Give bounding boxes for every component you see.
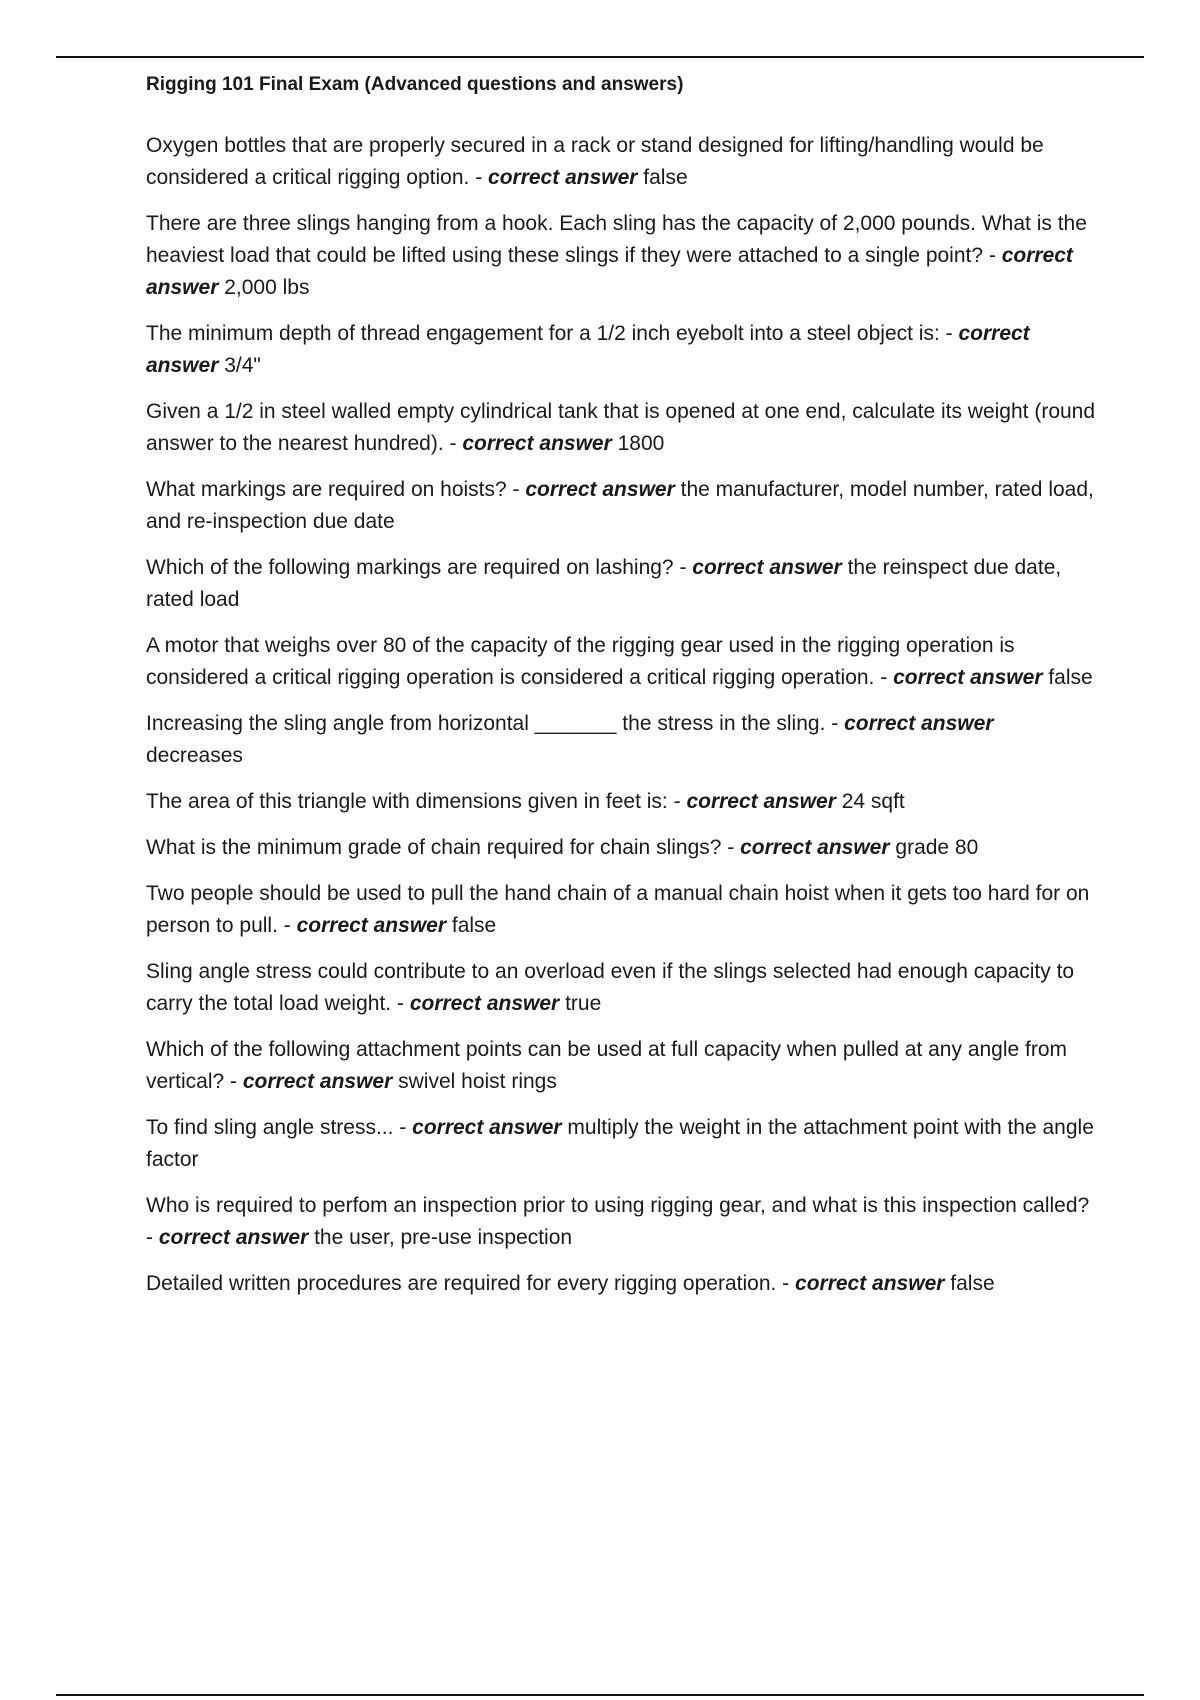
answer-separator: - [443,432,463,455]
answer-separator: - [721,836,741,859]
question-text: Given a 1/2 in steel walled empty cylindrical tank that is opened at one end, calculate its weight (round answer to the nearest hundred). [146,400,1096,455]
correct-answer-label: correct answer [692,556,842,579]
question-text: What is the minimum grade of chain required for chain slings? [146,836,722,859]
correct-answer-label: correct answer [146,244,1073,299]
top-divider [56,56,1144,58]
qa-item [146,956,1096,1020]
answer-text: the manufacturer, model number, rated load, and re-inspection due date [146,478,1094,533]
answer-text: the user, pre-use inspection [314,1226,573,1249]
qa-item [146,208,1096,304]
answer-text: false [1048,666,1093,689]
question-text: Sling angle stress could contribute to an overload even if the slings selected had enough capacity to carry the total load weight. [146,960,1075,1015]
question-text: There are three slings hanging from a hook. Each sling has the capacity of 2,000 pounds. What is the heaviest load that could be lifted using these slings if they were attached to a single point? [146,212,1087,267]
correct-answer-label: correct answer [412,1116,562,1139]
question-text: The area of this triangle with dimensions given in feet is: [146,790,668,813]
question-text: Oxygen bottles that are properly secured in a rack or stand designed for lifting/handling would be considered a critical rigging option. [146,134,1044,189]
question-text: Which of the following attachment points can be used at full capacity when pulled at any angle from vertical? [146,1038,1068,1093]
qa-item [146,786,1096,818]
qa-list [146,130,1096,1300]
answer-separator: - [667,790,687,813]
answer-text: false [643,166,688,189]
question-text: Two people should be used to pull the hand chain of a manual chain hoist when it gets too hard for on person to pull. [146,882,1090,937]
correct-answer-label: correct answer [488,166,638,189]
correct-answer-label: correct answer [893,666,1043,689]
correct-answer-label: correct answer [158,1226,309,1249]
qa-item [146,130,1096,194]
answer-text: 24 sqft [841,790,905,813]
answer-separator: - [874,666,894,689]
correct-answer-label: correct answer [146,322,1030,377]
qa-item [146,1190,1096,1254]
correct-answer-label: correct answer [686,790,836,813]
correct-answer-label: correct answer [296,914,447,937]
correct-answer-label: correct answer [462,432,612,455]
answer-separator: - [391,992,410,1015]
question-text: Increasing the sling angle from horizontal _______ the stress in the sling. [146,712,826,735]
qa-item [146,474,1096,538]
answer-separator: - [146,1226,159,1249]
correct-answer-label: correct answer [844,712,994,735]
document-title: Rigging 101 Final Exam (Advanced questions and answers) [146,74,684,95]
answer-text: 2,000 lbs [224,276,310,299]
answer-text: false [950,1272,995,1295]
qa-item [146,552,1096,616]
qa-item [146,832,1096,864]
answer-separator: - [939,322,959,345]
answer-text: decreases [146,744,243,767]
answer-text: 1800 [617,432,665,455]
answer-separator: - [469,166,489,189]
qa-item [146,708,1096,772]
question-text: What markings are required on hoists? [146,478,507,501]
answer-text: swivel hoist rings [398,1070,557,1093]
answer-separator: - [224,1070,243,1093]
answer-separator: - [277,914,297,937]
question-text: A motor that weighs over 80 of the capacity of the rigging gear used in the rigging operation is considered a critical rigging operation is considered a critical rigging operation. [146,634,1015,689]
answer-text: false [451,914,497,937]
correct-answer-label: correct answer [795,1272,945,1295]
answer-text: grade 80 [895,836,979,859]
answer-separator: - [825,712,845,735]
question-text: Which of the following markings are required on lashing? [146,556,674,579]
qa-item [146,318,1096,382]
bottom-divider [56,1694,1144,1696]
answer-text: 3/4" [224,354,261,377]
answer-separator: - [506,478,526,501]
qa-item [146,630,1096,694]
qa-item [146,1268,1096,1300]
answer-text: true [565,992,602,1015]
correct-answer-label: correct answer [525,478,675,501]
answer-separator: - [393,1116,413,1139]
question-text: Detailed written procedures are required for every rigging operation. [146,1272,777,1295]
correct-answer-label: correct answer [242,1070,393,1093]
correct-answer-label: correct answer [409,992,560,1015]
correct-answer-label: correct answer [740,836,890,859]
answer-separator: - [673,556,693,579]
qa-item [146,1112,1096,1176]
answer-separator: - [983,244,1002,267]
answer-text: multiply the weight in the attachment point with the angle factor [146,1116,1094,1171]
qa-item [146,878,1096,942]
question-text: To find sling angle stress... [146,1116,394,1139]
document-body [146,70,1096,1314]
answer-separator: - [776,1272,796,1295]
question-text: The minimum depth of thread engagement for a 1/2 inch eyebolt into a steel object is: [146,322,940,345]
qa-item [146,1034,1096,1098]
question-text: Who is required to perfom an inspection prior to using rigging gear, and what is this inspection called? [146,1194,1090,1217]
answer-text: the reinspect due date, rated load [146,556,1062,611]
qa-item [146,396,1096,460]
